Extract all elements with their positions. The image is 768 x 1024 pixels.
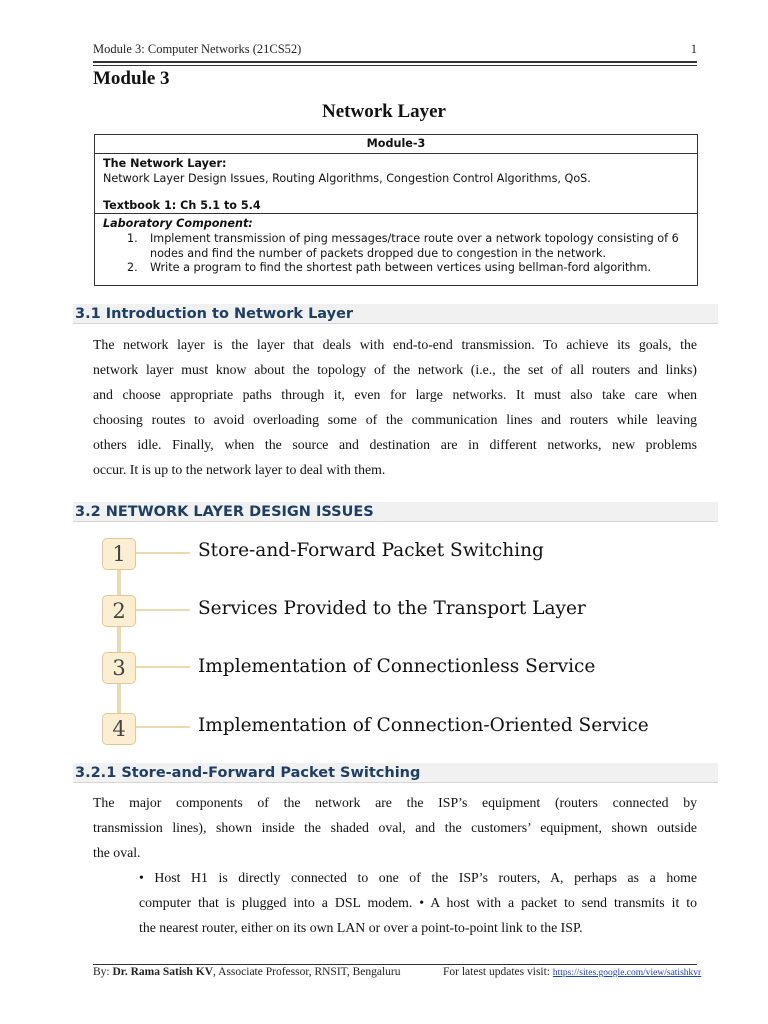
syllabus-box xyxy=(94,134,698,286)
step-connector xyxy=(136,552,190,554)
step-label: Implementation of Connectionless Service xyxy=(198,656,596,677)
step-connector xyxy=(136,666,190,668)
header-course-title: Module 3: Computer Networks (21CS52) xyxy=(93,42,302,56)
footer-updates-label: For latest updates visit: xyxy=(443,966,553,978)
store-forward-paragraph xyxy=(93,790,697,865)
lab-item-text: nodes and find the number of packets dropped due to congestion in the network. xyxy=(150,246,607,260)
syllabus-topics: Network Layer Design Issues, Routing Algorithms, Congestion Control Algorithms, QoS. xyxy=(103,172,591,185)
step-number-badge: 1 xyxy=(102,538,136,570)
syllabus-heading: Module-3 xyxy=(95,135,697,154)
module-title: Module 3 xyxy=(93,68,170,89)
syllabus-topics-section xyxy=(95,154,697,214)
timeline-connector xyxy=(117,556,121,726)
bullet-paragraph xyxy=(139,865,697,940)
footer-affiliation: , Associate Professor, RNSIT, Bengaluru xyxy=(213,966,401,978)
lab-item-text: Implement transmission of ping messages/trace route over a network topology consisting of 6 xyxy=(150,232,679,245)
footer-link[interactable]: https://sites.google.com/view/satishkvr xyxy=(552,968,702,978)
step-number-badge: 3 xyxy=(102,652,136,684)
section-heading-3-2: 3.2 NETWORK LAYER DESIGN ISSUES xyxy=(73,502,718,522)
footer-author xyxy=(93,966,401,978)
lab-item xyxy=(103,261,689,276)
header-rule-thin xyxy=(93,65,697,66)
paragraph-line: others idle. Finally, when the source and destination are in different networks, new problems xyxy=(93,437,697,452)
lab-item-number: 1. xyxy=(127,232,138,245)
paragraph-line: and choose appropriate paths through it, even for large networks. It must also take care when xyxy=(93,387,697,402)
section-heading-3-1: 3.1 Introduction to Network Layer xyxy=(73,304,718,324)
step-connector xyxy=(136,726,190,728)
step-number-badge: 4 xyxy=(102,713,136,745)
lab-list xyxy=(103,232,689,276)
header-rule xyxy=(93,61,697,63)
footer-updates xyxy=(443,966,701,978)
paragraph-line: computer that is plugged into a DSL modem. • A host with a packet to send transmits it to xyxy=(139,895,697,910)
lab-item-text: Write a program to find the shortest path between vertices using bellman-ford algorithm. xyxy=(150,261,651,274)
paragraph-line: choosing routes to avoid overloading some of the communication lines and routers while leaving xyxy=(93,412,697,427)
paragraph-line: occur. It is up to the network layer to deal with them. xyxy=(93,462,386,477)
paragraph-line: The major components of the network are the ISP’s equipment (routers connected by xyxy=(93,795,697,810)
footer-by: By: xyxy=(93,966,113,978)
design-issues-diagram xyxy=(100,536,660,748)
syllabus-topic-title: The Network Layer: xyxy=(103,157,227,170)
lab-item-number: 2. xyxy=(127,261,138,274)
paragraph-line: The network layer is the layer that deals with end-to-end transmission. To achieve its goals, the xyxy=(93,337,697,352)
paragraph-line: transmission lines), shown inside the shaded oval, and the customers’ equipment, shown outside xyxy=(93,820,697,835)
step-label: Implementation of Connection-Oriented Service xyxy=(198,715,649,736)
syllabus-textbook: Textbook 1: Ch 5.1 to 5.4 xyxy=(103,199,261,212)
paragraph-line: the oval. xyxy=(93,845,141,860)
step-label: Store-and-Forward Packet Switching xyxy=(198,540,544,561)
paragraph-line: the nearest router, either on its own LAN or over a point-to-point link to the ISP. xyxy=(139,920,583,935)
syllabus-lab-title: Laboratory Component: xyxy=(103,217,253,230)
syllabus-lab-section xyxy=(95,214,697,276)
paragraph-line: • Host H1 is directly connected to one of the ISP’s routers, A, perhaps as a home xyxy=(139,870,697,885)
lab-item xyxy=(103,232,689,261)
footer-rule xyxy=(93,964,697,965)
header-page-number: 1 xyxy=(690,42,697,56)
paragraph-line: network layer must know about the topology of the network (i.e., the set of all routers and links) xyxy=(93,362,697,377)
intro-paragraph xyxy=(93,332,697,482)
step-connector xyxy=(136,609,190,611)
footer-author-name: Dr. Rama Satish KV xyxy=(112,966,214,978)
section-heading-3-2-1: 3.2.1 Store-and-Forward Packet Switching xyxy=(73,763,718,783)
step-label: Services Provided to the Transport Layer xyxy=(198,598,586,619)
chapter-title: Network Layer xyxy=(322,101,446,122)
step-number-badge: 2 xyxy=(102,595,136,627)
